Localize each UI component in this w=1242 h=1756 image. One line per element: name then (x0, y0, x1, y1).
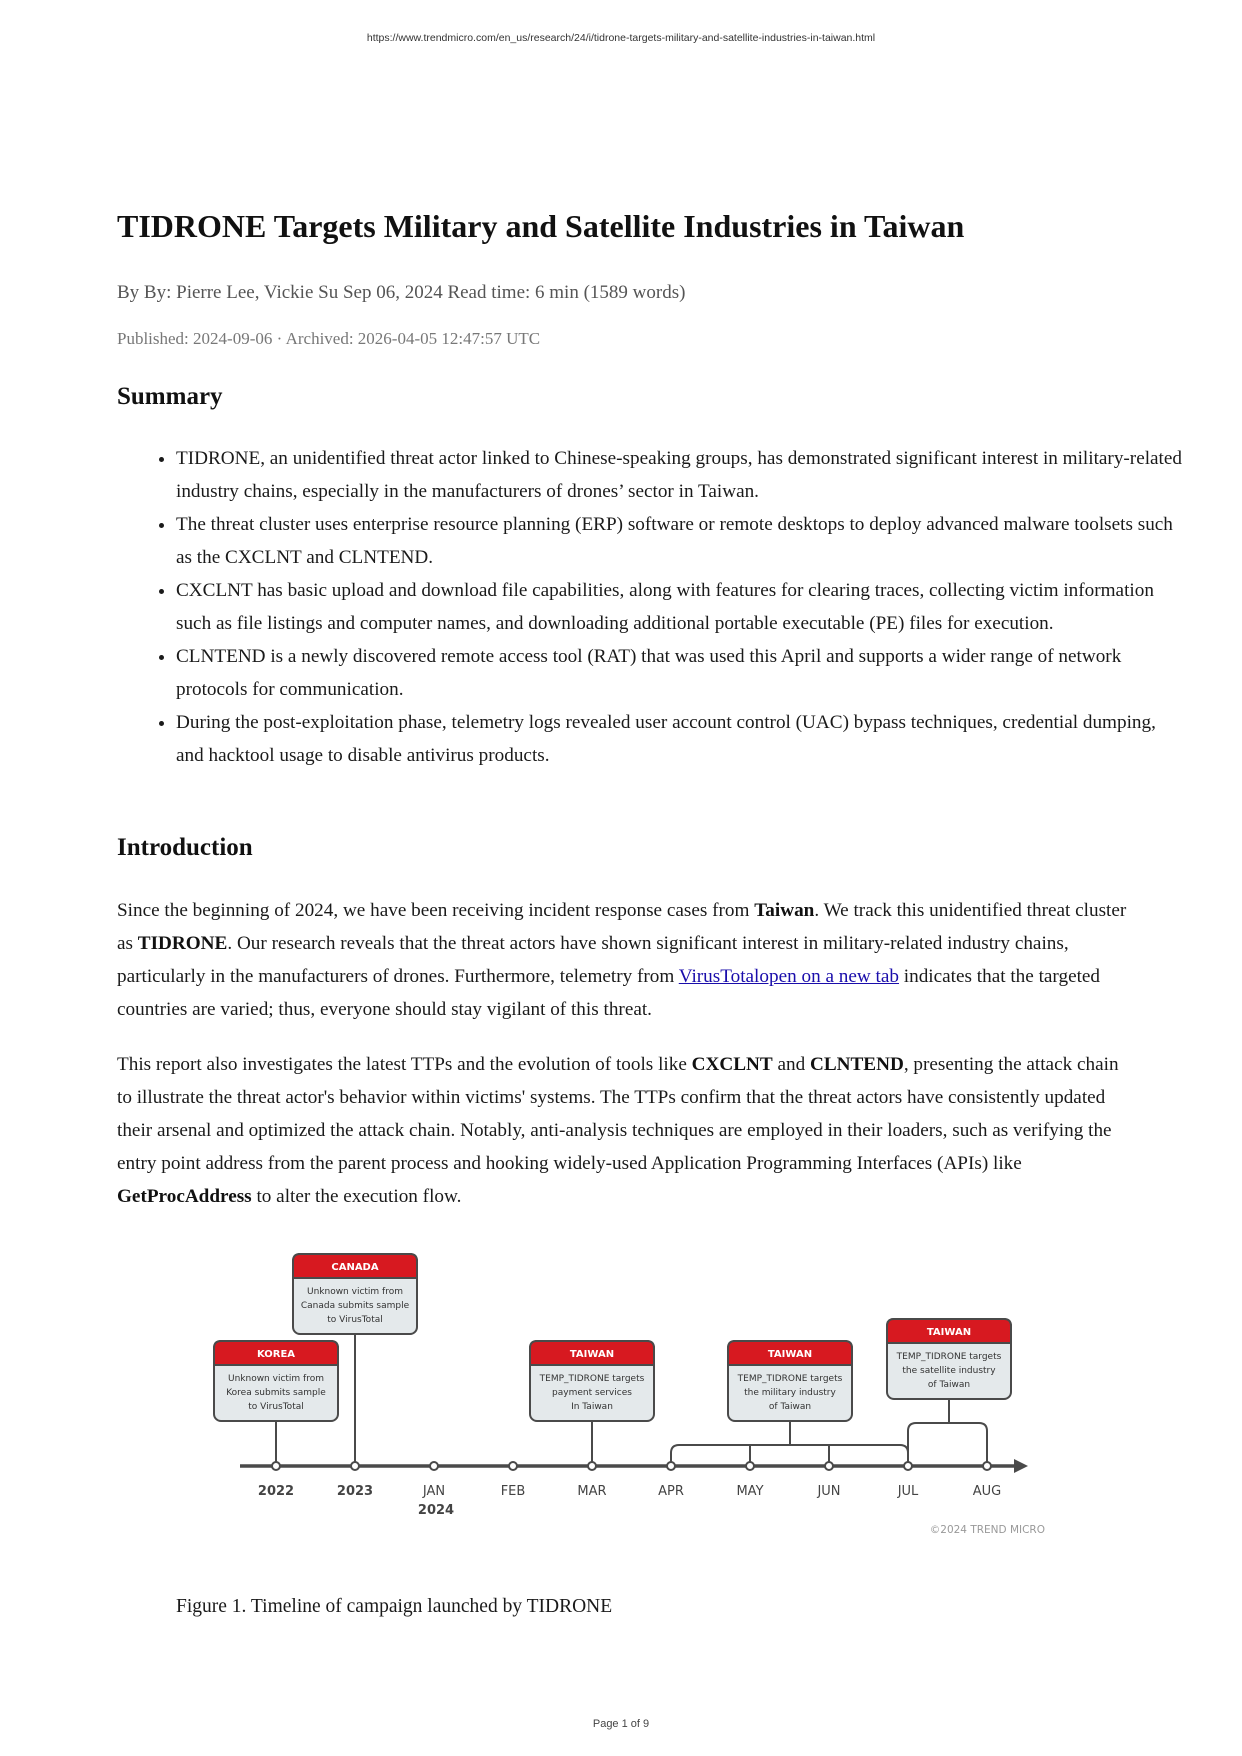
publish-archive-info: Published: 2024-09-06 · Archived: 2026-04-05 12:47:57 UTC (117, 329, 541, 348)
summary-heading: Summary (117, 383, 223, 410)
event-box-taiwan-satellite (887, 1319, 1011, 1399)
event-text: TEMP_TIDRONE targets (737, 1374, 843, 1384)
introduction-heading: Introduction (117, 834, 253, 861)
text: Since the beginning of 2024, we have been receiving incident response cases from (117, 900, 755, 921)
event-text: Canada submits sample (300, 1301, 410, 1311)
axis-label: APR (658, 1484, 684, 1499)
axis-label: JUL (897, 1484, 919, 1499)
text: indicates that the targeted countries are varied; thus, everyone should stay vigilant of this threat. (117, 966, 1101, 1020)
axis-label: JUN (817, 1484, 841, 1499)
event-text: the military industry (744, 1388, 836, 1398)
event-box-taiwan-payment (530, 1341, 654, 1421)
timeline-diagram (200, 1245, 1060, 1545)
article-byline: By By: Pierre Lee, Vickie Su Sep 06, 2024 Read time: 6 min (1589 words) (117, 282, 686, 303)
event-text: of Taiwan (768, 1402, 812, 1412)
intro-paragraph-2 (117, 1048, 1127, 1213)
text: . We track this unidentified threat cluster as (117, 900, 1127, 954)
article-title: TIDRONE Targets Military and Satellite Industries in Taiwan (117, 208, 965, 244)
event-text: payment services (552, 1388, 632, 1398)
event-text: TEMP_TIDRONE targets (539, 1374, 645, 1384)
axis-label: 2023 (336, 1484, 374, 1499)
axis-label: 2022 (257, 1484, 295, 1499)
axis-label: JAN (422, 1484, 446, 1499)
axis-label: MAR (577, 1484, 607, 1499)
event-box-taiwan-military (728, 1341, 852, 1421)
summary-item: • CXCLNT has basic upload and download file capabilities, along with features for clearing traces, collecting victim information such as file listings and computer names, and downloading additional portable executable (PE) files for execution. (176, 574, 1186, 640)
event-text: In Taiwan (571, 1402, 613, 1412)
event-text: Korea submits sample (226, 1388, 326, 1398)
bold-text: GetProcAddress (117, 1186, 252, 1207)
event-country: TAIWAN (767, 1349, 813, 1360)
event-text: TEMP_TIDRONE targets (896, 1352, 1002, 1362)
summary-item: • During the post-exploitation phase, telemetry logs revealed user account control (UAC) bypass techniques, credential dumping, and hacktool usage to disable antivirus products. (176, 706, 1186, 772)
axis-sublabel: 2024 (417, 1503, 455, 1518)
event-text: to VirusTotal (327, 1315, 383, 1325)
summary-item: • TIDRONE, an unidentified threat actor linked to Chinese-speaking groups, has demonstrated significant interest in military-related industry chains, especially in the manufacturers of drones’ sector in Taiwan. (176, 442, 1186, 508)
bold-text: Taiwan (754, 900, 815, 921)
event-text: of Taiwan (927, 1380, 971, 1390)
virustotal-link[interactable]: VirusTotalopen on a new tab (678, 966, 899, 987)
event-country: CANADA (331, 1262, 379, 1273)
event-country: KOREA (256, 1349, 296, 1360)
event-text: Unknown victim from (227, 1374, 325, 1384)
text: to alter the execution flow. (251, 1186, 462, 1207)
text: and (772, 1054, 810, 1075)
event-country: TAIWAN (926, 1327, 972, 1338)
text: This report also investigates the latest TTPs and the evolution of tools like (117, 1054, 692, 1075)
page-url-header: https://www.trendmicro.com/en_us/research/24/i/tidrone-targets-military-and-satellite-industries-in-taiwan.html (366, 32, 876, 44)
event-text: Unknown victim from (306, 1287, 404, 1297)
event-box-korea (214, 1341, 338, 1421)
event-text: the satellite industry (902, 1366, 996, 1376)
axis-label: MAY (736, 1484, 764, 1499)
intro-paragraph-1 (117, 894, 1127, 1026)
axis-label: AUG (972, 1484, 1002, 1499)
bold-text: CXCLNT (691, 1054, 773, 1075)
event-country: TAIWAN (569, 1349, 615, 1360)
event-box-canada (293, 1254, 417, 1334)
summary-list (117, 442, 1186, 772)
timeline-figure (200, 1245, 1060, 1545)
figure-copyright: ©2024 TREND MICRO (929, 1524, 1045, 1536)
bold-text: TIDRONE (137, 933, 228, 954)
summary-item: • The threat cluster uses enterprise resource planning (ERP) software or remote desktops to deploy advanced malware toolsets such as the CXCLNT and CLNTEND. (176, 508, 1186, 574)
page-number: Page 1 of 9 (592, 1718, 650, 1730)
text: , presenting the attack chain to illustrate the threat actor's behavior within victims' systems. The TTPs confirm that the threat actors have consistently updated their arsenal and optimized the attack chain. Notably, anti-analysis techniques are employed in their loaders, such as verifying the entry point address from the parent process and hooking widely-used Application Programming Interfaces (APIs) like (117, 1054, 1119, 1174)
axis-label: FEB (500, 1484, 526, 1499)
summary-item: • CLNTEND is a newly discovered remote access tool (RAT) that was used this April and supports a wider range of network protocols for communication. (176, 640, 1186, 706)
figure-caption: Figure 1. Timeline of campaign launched by TIDRONE (176, 1596, 613, 1617)
event-text: to VirusTotal (248, 1402, 304, 1412)
text: . Our research reveals that the threat actors have shown significant interest in military-related industry chains, particularly in the manufacturers of drones. Furthermore, telemetry from (117, 933, 1069, 987)
bold-text: CLNTEND (810, 1054, 904, 1075)
